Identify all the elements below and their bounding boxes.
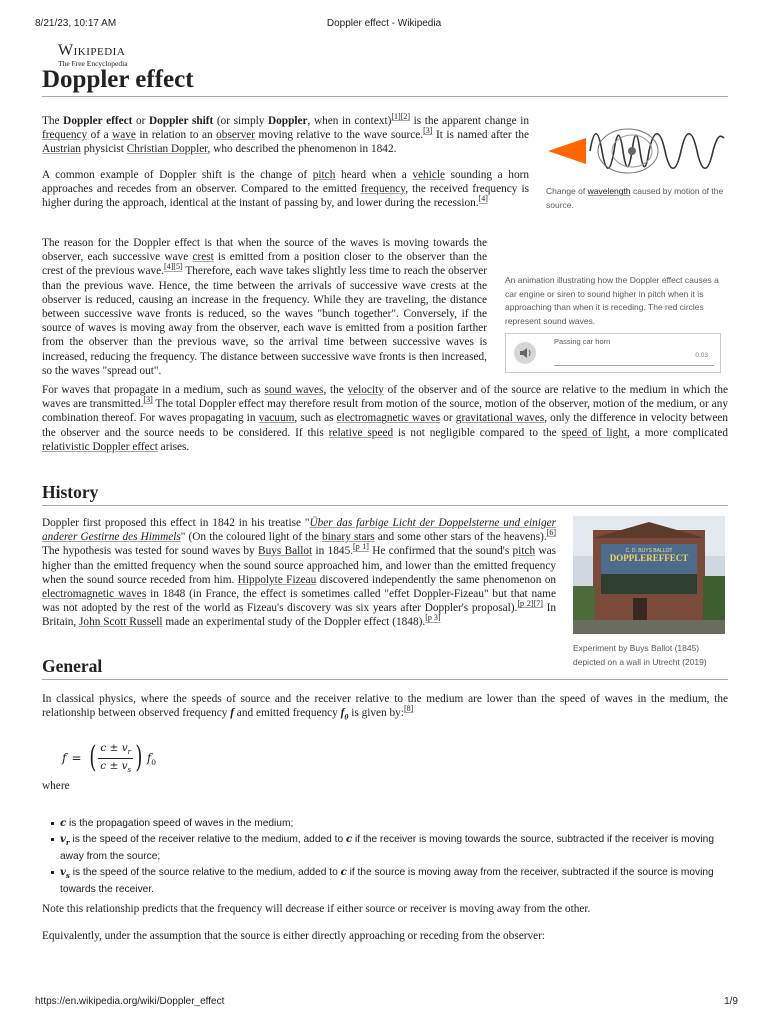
link-speed-of-light[interactable]: speed of light [561, 426, 628, 439]
link-binary-stars[interactable]: binary stars [321, 531, 375, 544]
figure-mural [573, 516, 725, 669]
arrow-shape [548, 138, 586, 164]
section-heading-history: History [42, 482, 728, 506]
general-paragraph: In classical physics, where the speeds of source and the receiver relative to the medium are lower than the speed of waves in the medium, the relationship between observed frequency f and emitted frequency $f_0$ is given by:[8] [42, 693, 728, 722]
doppler-formula: f = ( $c \pm v_r$ $c \pm v_s$ ) f $_0$ [62, 740, 157, 775]
link-pitch[interactable]: pitch [312, 169, 336, 181]
intro-paragraph-4: For waves that propagate in a medium, such as sound waves, the velocity of the observer and of the source are relative to the medium in which the waves are transmitted.[3] The total Doppler effect may therefore result from motion of the source, motion of the observer, motion of the medium, or any combination thereof. For waves propagating in vacuum, such as electromagnetic waves or gravitational waves, only the difference in velocity between the observer and the source needs to be considered. If this relative speed is not negligible compared to the speed of light, a more complicated relativistic Doppler effect arises. [42, 384, 729, 453]
figure-wavelength [546, 118, 728, 212]
equivalently-paragraph: Equivalently, under the assumption that the source is either directly approaching or receding from the observer: [42, 930, 546, 942]
link-observer[interactable]: observer [216, 129, 256, 142]
ref-link[interactable]: [1] [391, 112, 401, 122]
print-datetime: 8/21/23, 10:17 AM [35, 18, 117, 29]
ref-link[interactable]: [6] [546, 528, 557, 538]
link-john-scott-russell[interactable]: John Scott Russell [79, 616, 163, 629]
page-title: Doppler effect [42, 66, 728, 97]
audio-time: 0:03 [695, 352, 708, 360]
ref-link[interactable]: [p 1] [353, 542, 369, 552]
link-frequency[interactable]: frequency [360, 183, 406, 196]
intro-paragraph-3: The reason for the Doppler effect is that when the source of the waves is moving towards the observer, each successive wave crest is emitted from a position closer to the observer than the crest of the previous wave.[4][5] Therefore, each wave takes slightly less time to reach the observer than the previous wave. Hence, the time between the arrivals of successive wave crests at the observer is reduced, causing an increase in the frequency. While they are traveling, the distance between successive wave fronts is reduced, so the waves "bunch together". Conversely, if the source of waves is moving away from the observer, each wave is emitted from a position farther from the observer than the previous wave, so the arrival time between successive waves is increased, reducing the frequency. The distance between successive wave fronts is then increased, so the waves "spread out". [42, 237, 487, 377]
print-page-number: 1/9 [724, 996, 738, 1007]
ref-link[interactable]: [4] [478, 194, 488, 204]
audio-title: Passing car horn [554, 337, 611, 347]
link-pitch[interactable]: pitch [512, 545, 536, 558]
ref-link[interactable]: [8] [403, 704, 414, 714]
wikipedia-logo[interactable] [58, 42, 128, 68]
link-gravitational-waves[interactable]: gravitational waves [455, 412, 545, 425]
link-frequency[interactable]: frequency [42, 129, 88, 142]
print-title: Doppler effect - Wikipedia [326, 18, 442, 29]
ref-link[interactable]: [5] [173, 262, 183, 272]
figure-animation [505, 274, 721, 373]
link-treatise[interactable]: Über das farbige Licht der Doppelsterne und einiger anderer Gestirne des Himmels [42, 517, 556, 544]
section-heading-general: General [42, 656, 728, 680]
figure-animation-caption: An animation illustrating how the Doppler effect causes a car engine or siren to sound higher in pitch when it is approaching than when it is receding. The red circles represent sound waves. [505, 275, 719, 326]
ref-link[interactable]: [p 2] [517, 599, 534, 609]
list-item: $v_s$ is the speed of the source relative to the medium, added to c if the source is moving away from the receiver, subtracted if the source is moving towards the receiver. [46, 866, 726, 896]
list-item: $v_r$ is the speed of the receiver relative to the medium, added to c if the receiver is moving towards the source, subtracted if the receiver is moving away from the source; [46, 833, 726, 863]
figure-mural-caption: Experiment by Buys Ballot (1845) depicted on a wall in Utrecht (2019) [573, 643, 707, 667]
link-wavelength[interactable]: wavelength [587, 186, 631, 196]
link-electromagnetic-waves[interactable]: electromagnetic waves [42, 588, 147, 601]
link-relative-speed[interactable]: relative speed [328, 426, 394, 439]
logo-tagline: The Free Encyclopedia [58, 59, 128, 68]
ref-link[interactable]: [7] [533, 599, 543, 609]
link-sound-waves[interactable]: sound waves [264, 384, 324, 396]
logo-wordmark: Wikipedia [58, 42, 126, 59]
where-label: where [42, 780, 70, 792]
variable-list [46, 817, 726, 899]
link-christian-doppler[interactable]: Christian Doppler [126, 143, 208, 156]
intro-paragraph-2: A common example of Doppler shift is the change of pitch heard when a vehicle sounding a horn approaches and recedes from an observer. Compared to the emitted frequency, the received frequency is higher during the approach, identical at the instant of passing by, and lower during the recession.[4] [42, 169, 530, 210]
link-austrian[interactable]: Austrian [42, 143, 81, 156]
ref-link[interactable]: [2] [400, 112, 411, 122]
link-hippolyte-fizeau[interactable]: Hippolyte Fizeau [237, 573, 317, 586]
note-paragraph: Note this relationship predicts that the frequency will decrease if either source or receiver is moving away from the other. [42, 903, 591, 915]
link-relativistic-doppler[interactable]: relativistic Doppler effect [42, 440, 158, 453]
ref-link[interactable]: [3] [143, 395, 153, 405]
link-crest[interactable]: crest [192, 251, 214, 264]
ref-link[interactable]: [4] [163, 262, 174, 272]
mural-photo[interactable] [573, 516, 725, 634]
intro-paragraph-1: The Doppler effect or Doppler shift (or simply Doppler, when in context)[1][2] is the apparent change in frequency of a wave in relation to an observer moving relative to the wave source.[3] It is named after the Austrian physicist Christian Doppler, who described the phenomenon in 1842. [42, 112, 529, 156]
ref-link[interactable]: [3] [423, 126, 433, 136]
print-url: https://en.wikipedia.org/wiki/Doppler_effect [35, 996, 225, 1007]
audio-player[interactable] [505, 333, 721, 373]
mural-small-text: C. D. BUYS BALLOT [625, 548, 673, 554]
link-wave[interactable]: wave [112, 129, 136, 142]
list-item: c is the propagation speed of waves in the medium; [46, 817, 726, 830]
doppler-wave-diagram[interactable] [546, 118, 726, 178]
link-buys-ballot[interactable]: Buys Ballot [258, 545, 313, 558]
audio-progress-track[interactable] [554, 365, 714, 366]
figure-wavelength-caption: Change of wavelength caused by motion of the source. [546, 186, 724, 210]
link-electromagnetic-waves[interactable]: electromagnetic waves [336, 412, 441, 425]
ref-link[interactable]: [p 3] [425, 613, 441, 623]
link-vehicle[interactable]: vehicle [412, 169, 446, 181]
speaker-icon[interactable] [514, 342, 536, 364]
mural-big-text: DOPPLEREFFECT [609, 553, 689, 563]
link-vacuum[interactable]: vacuum [258, 412, 295, 425]
link-velocity[interactable]: velocity [347, 384, 384, 396]
history-paragraph: Doppler first proposed this effect in 1842 in his treatise "Über das farbige Licht der Doppelsterne und einiger anderer Gestirne des Himmels" (On the coloured light of the binary stars and some other stars of the heavens).[6] The hypothesis was tested for sound waves by Buys Ballot in 1845.[p 1] He confirmed that the sound's pitch was higher than the emitted frequency when the sound source approached him, and lower than the emitted frequency when the sound source receded from him. Hippolyte Fizeau discovered independently the same phenomenon on electromagnetic waves in 1848 (in France, the effect is sometimes called "effet Doppler-Fizeau" but that name was not adopted by the rest of the world as Fizeau's discovery was six years after Doppler's proposal).[p 2][7] In Britain, John Scott Russell made an experimental study of the Doppler effect (1848).[p 3] [42, 517, 557, 629]
